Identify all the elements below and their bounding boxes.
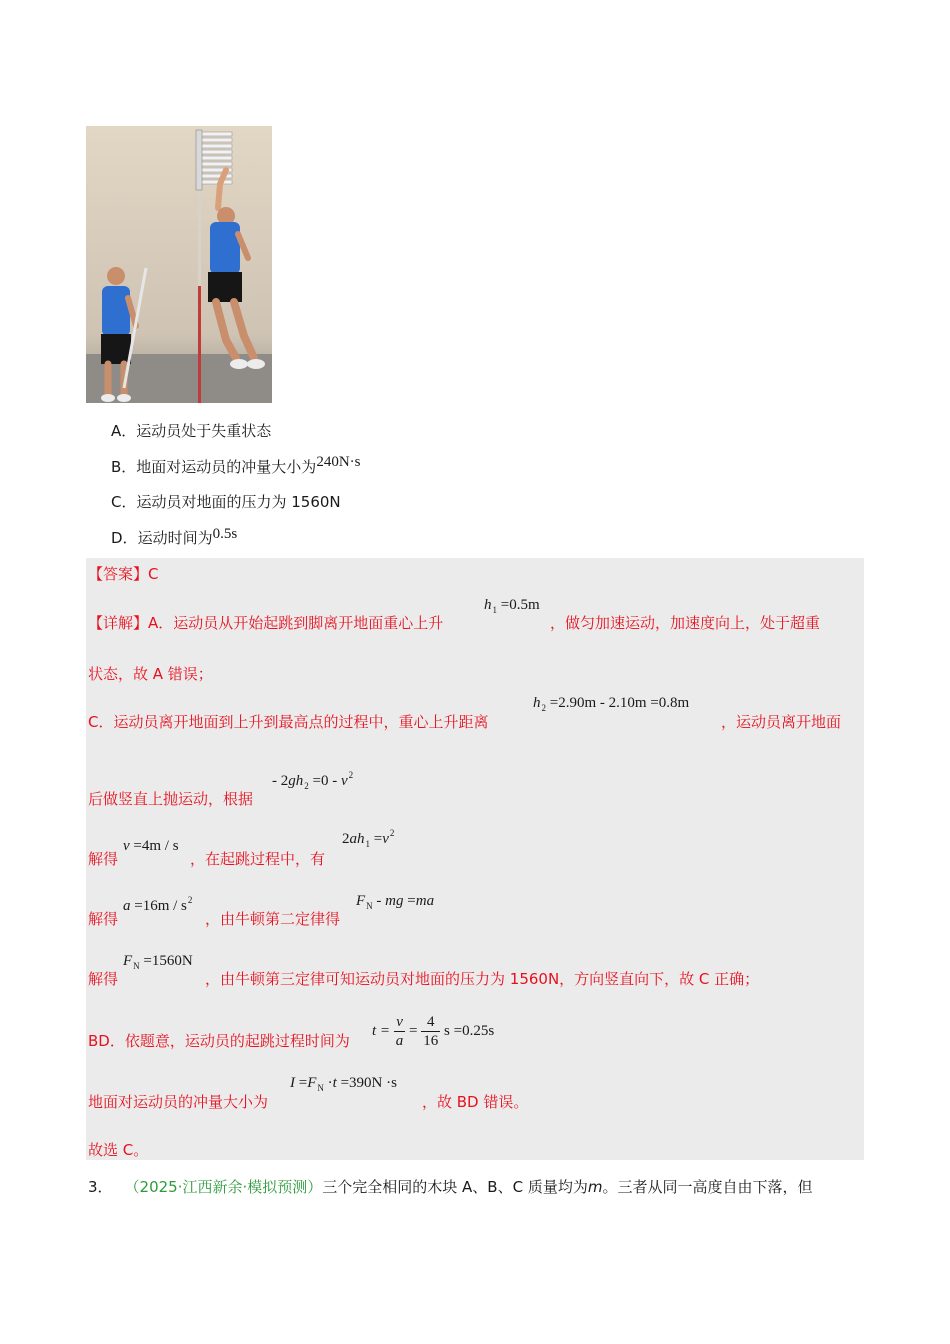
fraction-4-over-16: $\frac{4}{16}$ bbox=[423, 1014, 439, 1049]
option-a-text: 运动员处于失重状态 bbox=[136, 422, 272, 440]
detail-l7-eq: $F_N =1560N$ bbox=[123, 953, 193, 971]
detail-line-1 bbox=[88, 612, 443, 633]
option-a-letter: A． bbox=[111, 422, 137, 440]
detail-l6-mid: ，由牛顿第二定律得 bbox=[205, 910, 341, 928]
detail-l8-eq-mid: = bbox=[409, 1023, 418, 1039]
detail-line-3: C．运动员离开地面到上升到最高点的过程中，重心上升距离 bbox=[88, 713, 489, 731]
q3-number: 3． bbox=[88, 1178, 113, 1196]
detail-l7-pre: 解得 bbox=[88, 970, 119, 988]
q3-text-2: 。三者从同一高度自由下落，但 bbox=[602, 1178, 813, 1196]
q3-mass-symbol: m bbox=[587, 1178, 603, 1196]
option-b-math: 240N·s bbox=[316, 454, 361, 470]
option-c bbox=[111, 491, 341, 512]
detail-l5-pre: 解得 bbox=[88, 850, 119, 868]
detail-l5-eq: v =4m / s bbox=[123, 838, 179, 854]
detail-l4-eq: - $2gh_2 =0 - v^2$ bbox=[272, 770, 354, 791]
detail-l1-text: A．运动员从开始起跳到脚离开地面重心上升 bbox=[148, 614, 444, 632]
answer-value: C bbox=[148, 565, 159, 583]
detail-line-4: 后做竖直上抛运动，根据 bbox=[88, 790, 254, 808]
option-d-text: 运动时间为 bbox=[137, 529, 213, 547]
detail-label: 【详解】 bbox=[88, 614, 149, 632]
detail-l6-eq: $a =16m / s^2$ bbox=[123, 895, 193, 914]
detail-l5-eq2: $2ah_1 =v^2$ bbox=[342, 828, 395, 849]
detail-l8-t: t = bbox=[372, 1023, 391, 1039]
detail-l6-eq2: $F_N$ - mg =ma bbox=[356, 893, 435, 911]
detail-line-10: 故选 C。 bbox=[88, 1141, 149, 1159]
detail-l3-tail: ，运动员离开地面 bbox=[721, 713, 842, 731]
option-c-letter: C． bbox=[111, 493, 137, 511]
detail-l1-tail: ，做匀加速运动，加速度向上，处于超重 bbox=[550, 614, 821, 632]
option-d-math: 0.5s bbox=[212, 526, 238, 542]
answer-label: 【答案】 bbox=[88, 565, 149, 583]
detail-l5-mid: ，在起跳过程中，有 bbox=[190, 850, 326, 868]
detail-line-8: BD．依题意，运动员的起跳过程时间为 bbox=[88, 1032, 350, 1050]
question-3 bbox=[88, 1176, 812, 1197]
detail-l8-eq bbox=[372, 1013, 494, 1050]
jump-photo bbox=[86, 126, 272, 403]
option-b-text: 地面对运动员的冲量大小为 bbox=[136, 458, 317, 476]
detail-l8-eq-tail: s =0.25s bbox=[444, 1023, 495, 1039]
option-b-letter: B． bbox=[111, 458, 137, 476]
option-d bbox=[111, 527, 237, 548]
answer-line bbox=[88, 563, 159, 584]
option-a bbox=[111, 420, 271, 441]
option-b bbox=[111, 456, 360, 477]
fraction-v-over-a: $\frac{v}{a}$ bbox=[395, 1014, 404, 1049]
option-c-text: 运动员对地面的压力为 1560N bbox=[136, 493, 341, 511]
detail-l9-eq: $I =F_N \cdot t =390N \cdot s$ bbox=[290, 1075, 397, 1093]
vertical-jump-illustration bbox=[86, 126, 272, 403]
detail-l7-tail: ，由牛顿第三定律可知运动员对地面的压力为 1560N，方向竖直向下，故 C 正确； bbox=[205, 970, 760, 988]
detail-l3-eq: $h_2 =2.90m - 2.10m =0.8m$ bbox=[533, 695, 690, 713]
q3-text: 三个完全相同的木块 A、B、C 质量均为 bbox=[322, 1178, 588, 1196]
detail-line-2: 状态，故 A 错误； bbox=[88, 665, 213, 683]
detail-l1-eq: $h_1 =0.5m$ bbox=[484, 597, 540, 615]
detail-l9-tail: ，故 BD 错误。 bbox=[422, 1093, 529, 1111]
option-d-letter: D． bbox=[111, 529, 138, 547]
detail-l6-pre: 解得 bbox=[88, 910, 119, 928]
q3-source: （2025·江西新余·模拟预测） bbox=[124, 1178, 323, 1196]
detail-line-9: 地面对运动员的冲量大小为 bbox=[88, 1093, 269, 1111]
